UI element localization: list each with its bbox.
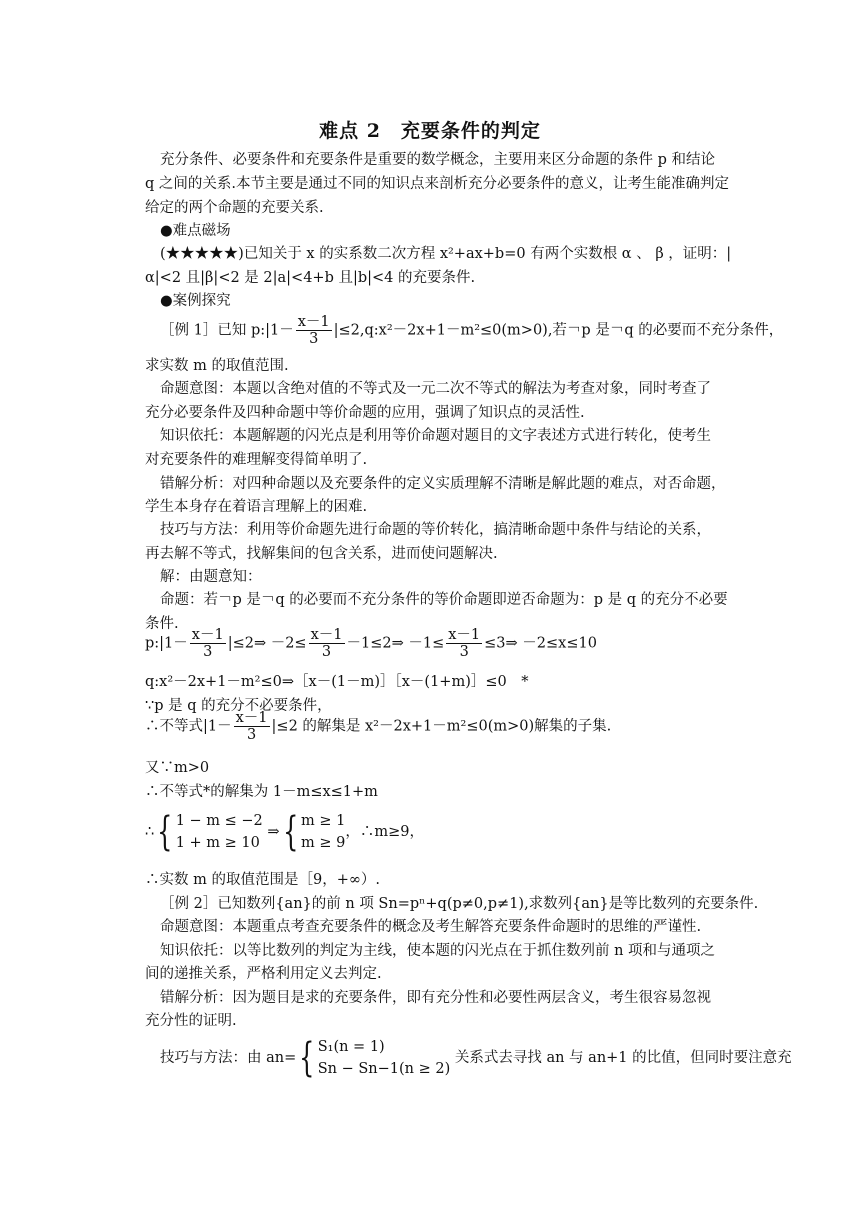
example1-method-1: 技巧与方法：利用等价命题先进行命题的等价转化，搞清晰命题中条件与结论的关系， [160, 522, 711, 538]
intro-line-1: 充分条件、必要条件和充要条件是重要的数学概念，主要用来区分命题的条件 p 和结论 [160, 152, 715, 168]
q-derivation: q:x²－2x+1－m²≤0⇒［x－(1－m)］［x－(1+m)］≤0 * [145, 674, 529, 690]
example2-error-2: 充分性的证明. [145, 1013, 237, 1029]
left-brace: { [282, 809, 298, 855]
example2-basis-1: 知识依托：以等比数列的判定为主线，使本题的闪光点在于抓住数列前 n 项和与通项之 [160, 943, 716, 959]
example1-line-1 [160, 314, 783, 347]
solution-set-line: ∴不等式*的解集为 1－m≤x≤1+m [145, 784, 378, 800]
system-line: ∴{ 1 − m ≤ −2 1 + m ≥ 10 ⇒{ m ≥ 1 m ≥ 9 ，∴m≥9， [145, 809, 424, 855]
example2-method: 技巧与方法：由 an={ S₁(n = 1) Sn − Sn−1(n ≥ 2) 关系式去寻找 an 与 an+1 的比值，但同时要注意充 [160, 1035, 792, 1081]
fraction: $\frac{x-1}{3}$ [448, 627, 481, 660]
recurrence-system: S₁(n = 1) Sn − Sn−1(n ≥ 2) [317, 1039, 451, 1077]
example2-error-1: 错解分析：因为题目是求的充要条件，即有充分性和必要性两层含义，考生很容易忽视 [160, 990, 711, 1006]
example1-line-2: 求实数 m 的取值范围. [145, 358, 289, 374]
example1-error-1: 错解分析：对四种命题以及充要条件的定义实质理解不清晰是解此题的难点，对否命题， [160, 476, 726, 492]
page-title: 难点 2 充要条件的判定 [319, 120, 541, 142]
intro-line-2: q 之间的关系.本节主要是通过不同的知识点来剖析充分必要条件的意义，让考生能准确判定 [145, 176, 729, 192]
magnet-line-2: α|<2 且|β|<2 是 2|a|<4+b 且|b|<4 的充要条件. [145, 270, 476, 286]
solution-intro: 解：由题意知： [160, 569, 262, 585]
fraction: $\frac{x-1}{3}$ [191, 627, 224, 660]
because-line: ∵p 是 q 的充分不必要条件， [145, 698, 332, 714]
system-1: 1 − m ≤ −2 1 + m ≥ 10 [175, 813, 263, 851]
example2-intent: 命题意图：本题重点考查充要条件的概念及考生解答充要条件命题时的思维的严谨性. [160, 919, 702, 935]
example1-text-b: |≤2,q:x²－2x+1－m²≤0(m>0),若￢p 是￢q 的必要而不充分条件， [333, 322, 784, 339]
example1-intent-1: 命题意图：本题以含绝对值的不等式及一元二次不等式的解法为考查对象，同时考查了 [160, 381, 711, 397]
fraction: $\frac{x-1}{3}$ [297, 314, 330, 347]
range-line: ∴实数 m 的取值范围是［9，+∞）. [145, 872, 381, 888]
magnet-line-1: (★★★★★)已知关于 x 的实系数二次方程 x²+ax+b=0 有两个实数根 α 、 β ，证明：| [160, 246, 732, 262]
fraction: $\frac{x-1}{3}$ [235, 710, 268, 743]
proposition-line-2: 条件. [145, 616, 179, 632]
p-derivation: p:|1－ $\frac{x-1}{3}$ |≤2⇒ －2≤ $\frac{x-1}{3}$ －1≤2⇒ －1≤ $\frac{x-1}{3}$ ≤3⇒ －2≤x≤10 [145, 627, 597, 660]
inequality-line: ∴不等式|1－ $\frac{x-1}{3}$ |≤2 的解集是 x²－2x+1－m²≤0(m>0)解集的子集. [145, 710, 612, 743]
example2-basis-2: 间的递推关系，严格利用定义去判定. [145, 966, 382, 982]
system-2: m ≥ 1 m ≥ 9 [301, 813, 346, 851]
section-heading-cases: ●案例探究 [160, 293, 231, 309]
example2-line-1: ［例 2］已知数列{an}的前 n 项 Sn=pⁿ+q(p≠0,p≠1),求数列{an}是等比数列的充要条件. [160, 896, 759, 912]
example1-intent-2: 充分必要条件及四种命题中等价命题的应用，强调了知识点的灵活性. [145, 405, 585, 421]
fraction: $\frac{x-1}{3}$ [310, 627, 343, 660]
also-line: 又∵m>0 [145, 760, 210, 776]
example1-basis-1: 知识依托：本题解题的闪光点是利用等价命题对题目的文字表述方式进行转化，使考生 [160, 428, 711, 444]
left-brace: { [157, 809, 173, 855]
example1-error-2: 学生本身存在着语言理解上的困难. [145, 499, 368, 515]
example1-method-2: 再去解不等式，找解集间的包含关系，进而使问题解决. [145, 546, 498, 562]
left-brace: { [299, 1035, 315, 1081]
section-heading-magnet: ●难点磁场 [160, 223, 231, 239]
example1-text-a: ［例 1］已知 p:|1－ [160, 322, 294, 339]
example1-basis-2: 对充要条件的难理解变得简单明了. [145, 452, 368, 468]
proposition-line-1: 命题：若￢p 是￢q 的必要而不充分条件的等价命题即逆否命题为：p 是 q 的充分不必要 [160, 592, 728, 608]
intro-line-3: 给定的两个命题的充要关系. [145, 200, 324, 216]
